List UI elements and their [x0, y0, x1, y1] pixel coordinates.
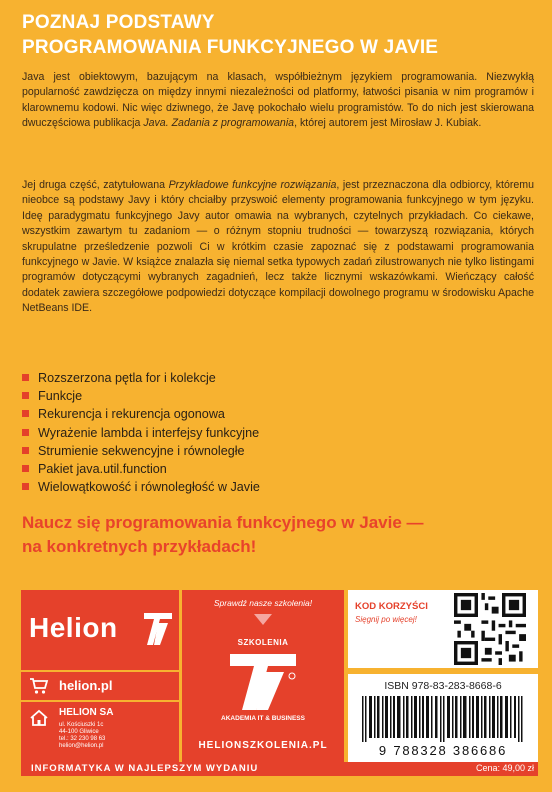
feature-item: [22, 405, 522, 423]
description-part-title: Przykładowe funkcyjne rozwiązania: [168, 179, 337, 191]
feature-label: Wielowątkowość i równoległość w Javie: [38, 480, 260, 495]
address-line: 44-100 Gliwice: [59, 729, 99, 735]
feature-list: [22, 369, 522, 496]
training-prompt: Sprawdź nasze szkolenia!: [213, 598, 313, 608]
feature-item: [22, 442, 522, 460]
chevron-down-icon: [254, 614, 272, 626]
bullet-icon: [22, 483, 29, 490]
page-title: [22, 10, 542, 60]
call-to-action: [22, 511, 542, 559]
cta-line-2: na konkretnych przykładach!: [22, 537, 257, 556]
training-url[interactable]: HELIONSZKOLENIA.PL: [198, 740, 328, 751]
address-line: ul. Kościuszki 1c: [59, 722, 104, 728]
promo-code-label: KOD KORZYŚCI: [355, 601, 428, 612]
title-line-1: POZNAJ PODSTAWY: [22, 12, 215, 33]
helion-logo-text: Helion: [29, 612, 118, 643]
promo-code-box[interactable]: [348, 590, 538, 668]
feature-label: Rekurencja i rekurencja ogonowa: [38, 407, 225, 422]
bullet-icon: [22, 429, 29, 436]
promo-code-subtitle: Sięgnij po więcej!: [355, 615, 417, 624]
feature-label: Pakiet java.util.function: [38, 462, 167, 477]
bullet-icon: [22, 447, 29, 454]
intro-author: , której autorem jest Mirosław J. Kubiak.: [294, 117, 482, 130]
isbn-box: [348, 674, 538, 762]
website-row[interactable]: [21, 672, 179, 700]
description-paragraph: [22, 178, 534, 317]
feature-item: [22, 460, 522, 478]
helion-logo[interactable]: [21, 590, 179, 670]
shopping-cart-icon: [29, 677, 49, 695]
feature-label: Strumienie sekwencyjne i równoległe: [38, 443, 245, 458]
feature-item: [22, 424, 522, 442]
feature-item: [22, 387, 522, 405]
home-icon: [29, 709, 49, 727]
barcode-icon: [360, 696, 526, 742]
price-label: Cena: 49,00 zł: [475, 763, 534, 773]
feature-label: Rozszerzona pętla for i kolekcje: [38, 371, 216, 385]
bullet-icon: [22, 465, 29, 472]
footer-tagline: INFORMATYKA W NAJLEPSZYM WYDANIU: [31, 763, 259, 774]
address-block: [21, 702, 179, 762]
bullet-icon: [22, 410, 29, 417]
qr-code-icon[interactable]: [454, 593, 526, 665]
website-link[interactable]: helion.pl: [59, 678, 113, 693]
intro-paragraph: [22, 70, 534, 132]
training-label: SZKOLENIA: [237, 638, 289, 647]
publisher-panel: [21, 590, 179, 762]
feature-label: Wyrażenie lambda i interfejsy funkcyjne: [38, 425, 260, 440]
description-text-start: Jej druga część, zatytułowana: [22, 179, 169, 191]
helion-mark-icon: [142, 611, 174, 647]
bullet-icon: [22, 374, 29, 381]
feature-item: [22, 478, 522, 496]
company-name: HELION SA: [59, 707, 114, 718]
bullet-icon: [22, 392, 29, 399]
academy-label: AKADEMIA IT & BUSINESS: [221, 715, 305, 722]
description-text: , jest przeznaczona dla odbiorcy, któremu nieobce są podstawy Javy i który chciałby przyswoić elementy programowania funkcyjnego w tym języku. Ideę paradygmatu funkcyjnego Javy autor omawia na wybranych, czytelnych przykładach. Co ciekawe, wszystkim zawartym tu zadaniom — o różnym stopniu trudności — towarzyszą rozwiązania, których skrupulatne prześledzenie pozwoli Ci w krótkim czasie zapoznać się z podstawami programowania funkcyjnego w Javie. W książce znalazła się niemal setka typowych zadań zilustrowanych nie tylko listingami programów dotyczącymi wybranych zagadnień, lecz także licznymi wskazówkami. Wieńczący całość dodatek zawiera szczegółowe podpowiedzi dotyczące kompilacji dowolnego programu w środowisku Apache NetBeans IDE.: [22, 179, 534, 315]
email-line: helion@helion.pl: [59, 743, 104, 749]
footer-bar: [21, 762, 538, 776]
barcode-digits: 9 788328 386686: [378, 743, 508, 758]
cta-line-1: Naucz się programowania funkcyjnego w Javie —: [22, 513, 424, 532]
title-line-2: PROGRAMOWANIA FUNKCYJNEGO W JAVIE: [22, 37, 439, 58]
feature-label: Funkcje: [38, 389, 83, 404]
training-panel[interactable]: [182, 590, 344, 762]
phone-line: tel.: 32 230 98 63: [59, 736, 106, 742]
isbn-number: ISBN 978-83-283-8668-6: [384, 680, 502, 692]
intro-book-title: Java. Zadania z programowania: [143, 117, 295, 130]
szkolenia-logo-icon: [226, 650, 300, 712]
feature-item: [22, 369, 522, 387]
intro-text: Java jest obiektowym, bazującym na klasach, współbieżnym językiem programowania. Niezwykłą popularność zawdzięcza on między innymi niezależności od platformy, łatwości pisania w nim programów i klarownemu kodowi. Nic więc dziwnego, że Javę pokochało wielu programistów. To do nich jest skierowana dwuczęściowa publikacja: [22, 71, 534, 130]
